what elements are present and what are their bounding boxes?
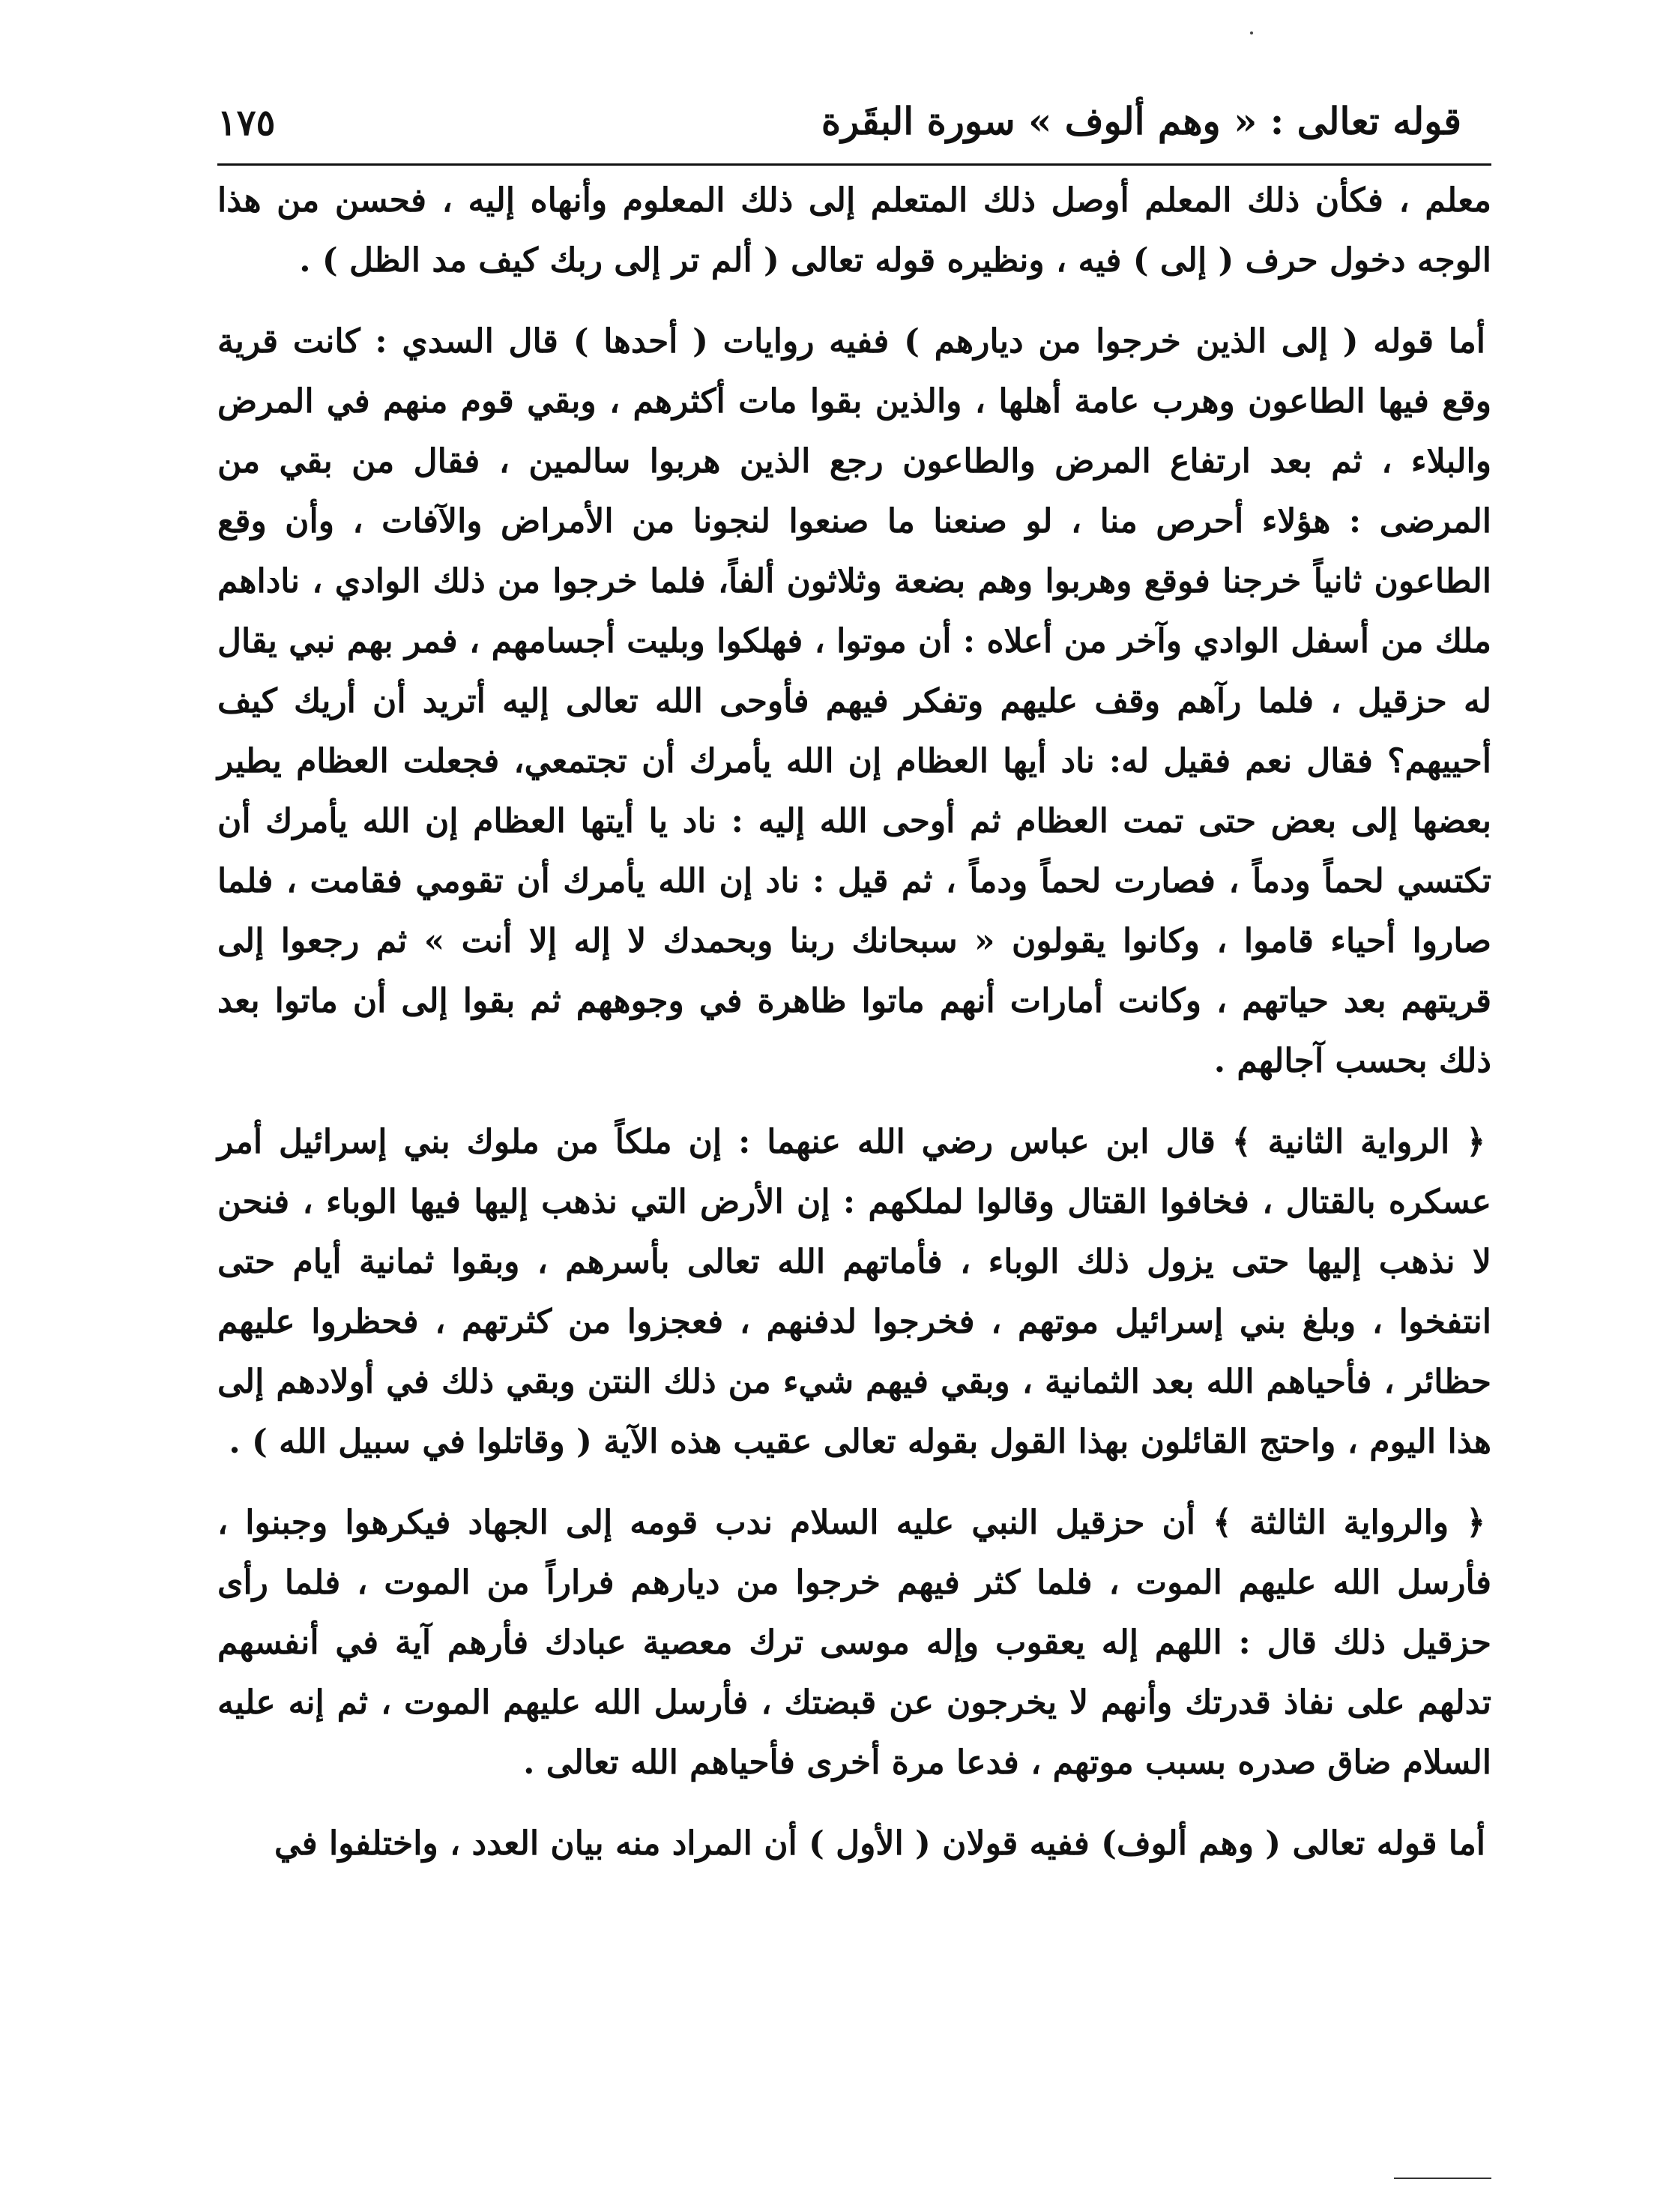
scan-speck — [1250, 31, 1253, 34]
header-title: قوله تعالى : « وهم ألوف » سورة البقَرة — [821, 99, 1461, 143]
header-rule — [217, 163, 1491, 166]
paragraph-5: أما قوله تعالى ( وهم ألوف) ففيه قولان ( الأول ) أن المراد منه بيان العدد ، واختلفوا في — [274, 1824, 1485, 1863]
body-text — [217, 171, 1491, 1874]
running-header — [202, 97, 1491, 162]
pen-underline-mark — [1394, 2178, 1491, 2179]
paragraph-2: أما قوله ( إلى الذين خرجوا من ديارهم ) ففيه روايات ( أحدها ) قال السدي : كانت قرية وقع فيها الطاعون وهرب عامة أهلها ، والذين بقوا مات أكثرهم ، وبقي قوم منهم في المرض والبلاء ، ثم بعد ارتفاع المرض والطاعون رجع الذين هربوا سالمين ، فقال من بقي من المرضى : هؤلاء أحرص منا ، لو صنعنا ما صنعوا لنجونا من الأمراض والآفات ، وأن وقع الطاعون ثانياً خرجنا فوقع وهربوا وهم بضعة وثلاثون ألفاً، فلما خرجوا من ذلك الوادي ، ناداهم ملك من أسفل الوادي وآخر من أعلاه : أن موتوا ، فهلكوا وبليت أجسامهم ، فمر بهم نبي يقال له حزقيل ، فلما رآهم وقف عليهم وتفكر فيهم فأوحى الله تعالى إليه أتريد أن أريك كيف أحييهم؟ فقال نعم فقيل له: ناد أيها العظام إن الله يأمرك أن تجتمعي، فجعلت العظام يطير بعضها إلى بعض حتى تمت العظام ثم أوحى الله إليه : ناد يا أيتها العظام إن الله يأمرك أن تكتسي لحماً ودماً ، فصارت لحماً ودماً ، ثم قيل : ناد إن الله يأمرك أن تقومي فقامت ، فلما صاروا أحياء قاموا ، وكانوا يقولون « سبحانك ربنا وبحمدك لا إله إلا أنت » ثم رجعوا إلى قريتهم بعد حياتهم ، وكانت أمارات أنهم ماتوا ظاهرة في وجوههم ثم بقوا إلى أن ماتوا بعد ذلك بحسب آجالهم . — [217, 322, 1491, 1080]
paragraph-1: معلم ، فكأن ذلك المعلم أوصل ذلك المتعلم إلى ذلك المعلوم وأنهاه إليه ، فحسن من هذا الوجه دخول حرف ( إلى ) فيه ، ونظيره قوله تعالى ( ألم تر إلى ربك كيف مد الظل ) . — [217, 181, 1491, 280]
page-number: ١٧٥ — [217, 102, 276, 144]
paragraph-4: ﴿ والرواية الثالثة ﴾ أن حزقيل النبي عليه السلام ندب قومه إلى الجهاد فيكرهوا وجبنوا ، فأرسل الله عليهم الموت ، فلما كثر فيهم خرجوا من ديارهم فراراً من الموت ، فلما رأى حزقيل ذلك قال : اللهم إله يعقوب وإله موسى ترك معصية عبادك فأرهم آية في أنفسهم تدلهم على نفاذ قدرتك وأنهم لا يخرجون عن قبضتك ، فأرسل الله عليهم الموت ، ثم إنه عليه السلام ضاق صدره بسبب موتهم ، فدعا مرة أخرى فأحياهم الله تعالى . — [217, 1504, 1491, 1782]
paragraph-3: ﴿ الرواية الثانية ﴾ قال ابن عباس رضي الله عنهما : إن ملكاً من ملوك بني إسرائيل أمر عسكره بالقتال ، فخافوا القتال وقالوا لملكهم : إن الأرض التي نذهب إليها فيها الوباء ، فنحن لا نذهب إليها حتى يزول ذلك الوباء ، فأماتهم الله تعالى بأسرهم ، وبقوا ثمانية أيام حتى انتفخوا ، وبلغ بني إسرائيل موتهم ، فخرجوا لدفنهم ، فعجزوا من كثرتهم ، فحظروا عليهم حظائر ، فأحياهم الله بعد الثمانية ، وبقي فيهم شيء من ذلك النتن وبقي ذلك في أولادهم إلى هذا اليوم ، واحتج القائلون بهذا القول بقوله تعالى عقيب هذه الآية ( وقاتلوا في سبيل الله ) . — [217, 1123, 1492, 1461]
